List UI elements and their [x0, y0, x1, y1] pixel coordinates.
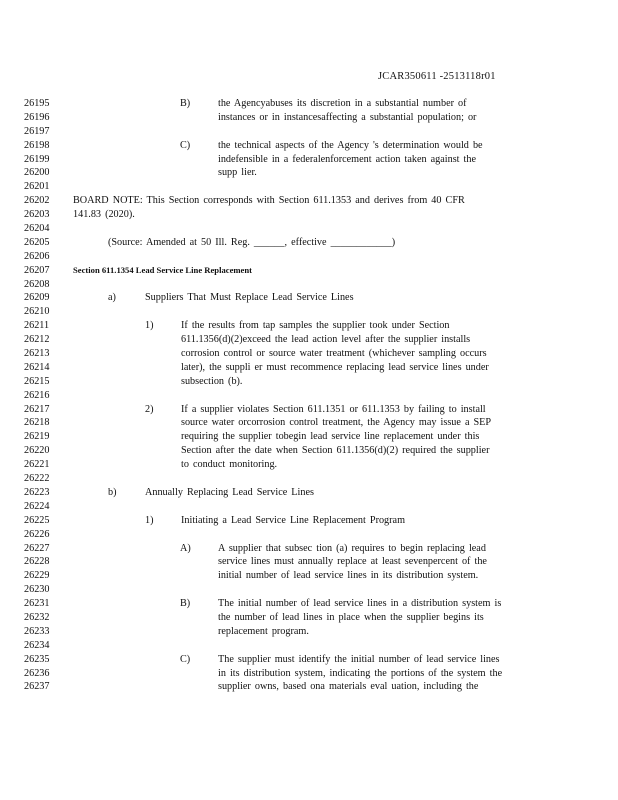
- line-number: 26233: [24, 625, 50, 637]
- document-line: [0, 542, 618, 556]
- line-number: 26221: [24, 459, 50, 471]
- line-number: 26203: [24, 209, 50, 221]
- document-line: [0, 653, 618, 667]
- line-number: 26204: [24, 223, 50, 235]
- line-number: 26237: [24, 681, 50, 693]
- line-text: source water orcorrosion control treatment, the Agency may issue a SEP: [181, 417, 492, 429]
- line-number: 26205: [24, 236, 50, 248]
- line-number: 26228: [24, 556, 50, 568]
- document-line: [0, 416, 618, 430]
- item-label: C): [180, 139, 191, 151]
- document-line: [0, 236, 618, 250]
- document-line: [0, 347, 618, 361]
- document-line: [0, 333, 618, 347]
- line-text: 141.83 (2020).: [73, 209, 135, 221]
- item-label: A): [180, 542, 191, 554]
- document-line: [0, 291, 618, 305]
- line-number: 26232: [24, 611, 50, 623]
- line-number: 26226: [24, 528, 50, 540]
- line-number: 26225: [24, 514, 50, 526]
- document-line: [0, 528, 618, 542]
- line-number: 26219: [24, 431, 50, 443]
- document-line: [0, 472, 618, 486]
- line-text: Initiating a Lead Service Line Replacement Program: [181, 514, 405, 526]
- document-line: [0, 139, 618, 153]
- line-number: 26227: [24, 542, 50, 554]
- line-text: later), the suppli er must recommence replacing lead service lines under: [181, 361, 489, 373]
- line-text: the technical aspects of the Agency 's determination would be: [218, 139, 483, 151]
- document-line: [0, 403, 618, 417]
- document-line: [0, 250, 618, 264]
- line-number: 26231: [24, 598, 50, 610]
- document-line: [0, 97, 618, 111]
- item-label: b): [108, 486, 117, 498]
- line-number: 26229: [24, 570, 50, 582]
- line-number: 26197: [24, 125, 50, 137]
- document-line: [0, 486, 618, 500]
- document-line: [0, 111, 618, 125]
- line-text: A supplier that subsec tion (a) requires to begin replacing lead: [218, 542, 486, 554]
- line-text: supp lier.: [218, 167, 257, 179]
- document-line: [0, 194, 618, 208]
- line-text: instances or in instancesaffecting a substantial population; or: [218, 111, 477, 123]
- line-text: If the results from tap samples the supplier took under Section: [181, 320, 450, 332]
- document-line: [0, 500, 618, 514]
- line-number: 26218: [24, 417, 50, 429]
- document-line: [0, 222, 618, 236]
- line-text: subsection (b).: [181, 375, 243, 387]
- document-line: [0, 611, 618, 625]
- line-number: 26195: [24, 98, 50, 109]
- line-text: Suppliers That Must Replace Lead Service Lines: [145, 292, 354, 304]
- document-line: [0, 319, 618, 333]
- document-line: [0, 569, 618, 583]
- line-number: 26214: [24, 361, 50, 373]
- document-line: [0, 389, 618, 403]
- numbered-lines: [0, 97, 618, 694]
- document-line: [0, 597, 618, 611]
- line-number: 26212: [24, 334, 50, 346]
- item-label: a): [108, 292, 116, 304]
- line-text: replacement program.: [218, 625, 309, 637]
- line-text: 611.1356(d)(2)exceed the lead action level after the supplier installs: [181, 334, 471, 346]
- line-text: Section after the date when Section 611.1356(d)(2) required the supplier: [181, 445, 490, 457]
- document-line: [0, 264, 618, 278]
- line-number: 26210: [24, 306, 50, 318]
- line-text: service lines must annually replace at least sevenpercent of the: [218, 556, 487, 568]
- line-text: in its distribution system, indicating the portions of the system the: [218, 667, 503, 679]
- document-line: [0, 458, 618, 472]
- document-line: [0, 639, 618, 653]
- document-line: [0, 555, 618, 569]
- line-text: to conduct monitoring.: [181, 459, 278, 471]
- line-text: corrosion control or source water treatment (whichever sampling occurs: [181, 348, 487, 360]
- line-number: 26201: [24, 181, 50, 193]
- document-line: [0, 125, 618, 139]
- line-number: 26216: [24, 389, 50, 401]
- line-text: The initial number of lead service lines in a distribution system is: [218, 598, 502, 610]
- document-line: [0, 625, 618, 639]
- line-text: (Source: Amended at 50 Ill. Reg. ______, effective ____________): [108, 236, 396, 248]
- item-label: 1): [145, 320, 154, 332]
- line-text: BOARD NOTE: This Section corresponds with Section 611.1353 and derives from 40 CFR: [73, 195, 465, 207]
- document-line: [0, 166, 618, 180]
- document-line: [0, 153, 618, 167]
- document-line: [0, 583, 618, 597]
- line-text: the Agencyabuses its discretion in a substantial number of: [218, 98, 467, 109]
- line-number: 26213: [24, 348, 50, 360]
- line-text: initial number of lead service lines in its distribution system.: [218, 570, 479, 582]
- document-line: [0, 667, 618, 681]
- line-number: 26200: [24, 167, 50, 179]
- item-label: C): [180, 653, 191, 665]
- line-number: 26215: [24, 375, 50, 387]
- line-number: 26208: [24, 278, 50, 290]
- document-line: [0, 180, 618, 194]
- document-line: [0, 430, 618, 444]
- line-number: 26236: [24, 667, 50, 679]
- line-text: Annually Replacing Lead Service Lines: [145, 486, 314, 498]
- document-line: [0, 278, 618, 292]
- section-heading: Section 611.1354 Lead Service Line Replacement: [73, 264, 253, 275]
- line-number: 26207: [24, 264, 50, 276]
- line-number: 26196: [24, 111, 50, 123]
- line-number: 26230: [24, 584, 50, 596]
- line-number: 26223: [24, 486, 50, 498]
- document-line: [0, 208, 618, 222]
- item-label: 2): [145, 403, 154, 415]
- item-label: B): [180, 598, 191, 610]
- line-number: 26235: [24, 653, 50, 665]
- line-text: If a supplier violates Section 611.1351 or 611.1353 by failing to install: [181, 403, 486, 415]
- line-number: 26220: [24, 445, 50, 457]
- line-number: 26211: [24, 320, 50, 332]
- line-text: The supplier must identify the initial number of lead service lines: [218, 653, 500, 665]
- document-line: [0, 680, 618, 694]
- document-line: [0, 375, 618, 389]
- document-line: [0, 444, 618, 458]
- line-text: supplier owns, based ona materials eval uation, including the: [218, 681, 479, 693]
- item-label: B): [180, 98, 191, 109]
- line-text: requiring the supplier tobegin lead service line replacement under this: [181, 431, 480, 443]
- line-number: 26217: [24, 403, 50, 415]
- line-number: 26222: [24, 473, 50, 485]
- item-label: 1): [145, 514, 154, 526]
- document-line: [0, 514, 618, 528]
- line-number: 26234: [24, 639, 50, 651]
- line-text: the number of lead lines in place when the supplier begins its: [218, 611, 484, 623]
- line-number: 26224: [24, 500, 50, 512]
- line-number: 26198: [24, 139, 50, 151]
- document-id-header: JCAR350611 -2513118r01: [378, 71, 496, 82]
- document-line: [0, 305, 618, 319]
- line-number: 26199: [24, 153, 50, 165]
- line-number: 26202: [24, 195, 50, 207]
- line-number: 26209: [24, 292, 50, 304]
- line-text: indefensible in a federalenforcement action taken against the: [218, 153, 476, 165]
- line-number: 26206: [24, 250, 50, 262]
- document-line: [0, 361, 618, 375]
